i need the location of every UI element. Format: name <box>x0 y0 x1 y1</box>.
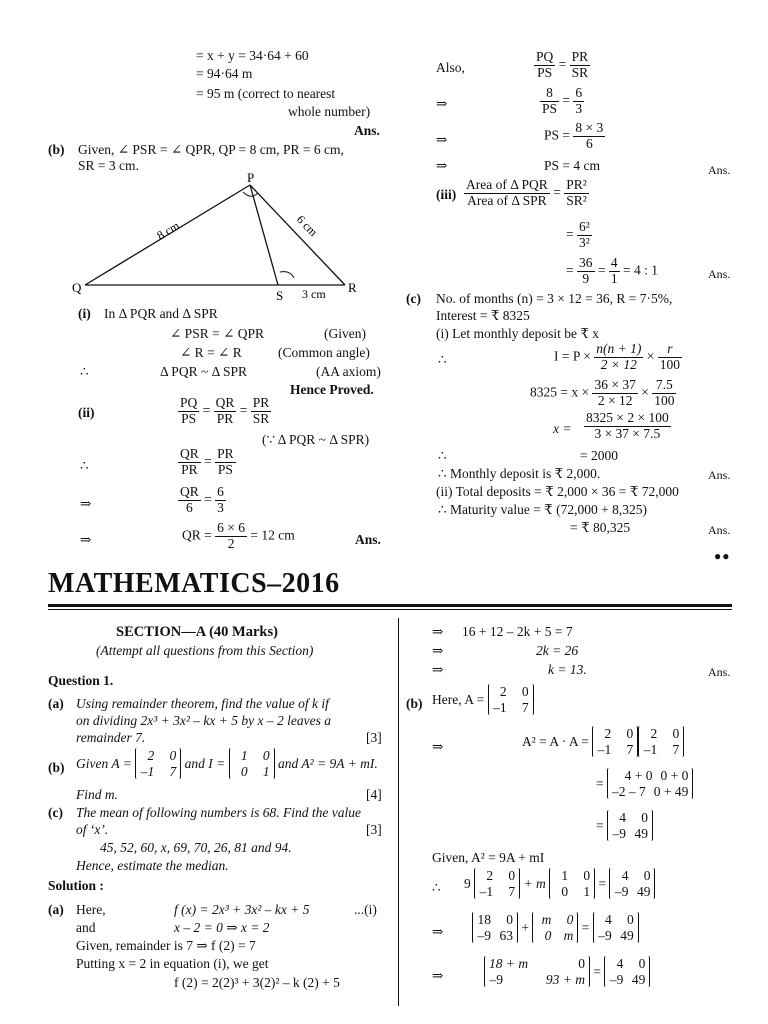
sol-a-putting: Putting x = 2 in equation (i), we get <box>76 956 269 971</box>
therefore-symbol: ∴ <box>80 364 89 379</box>
implies-r3: ⇒ <box>436 158 448 173</box>
label-qp: 8 cm <box>154 218 182 243</box>
also-ratio: $\frac{PQ}{PS}$ = $\frac{PR}{SR}$ <box>536 49 589 80</box>
q-a-text-2: on dividing 2x³ + 3x² – kx + 5 by x – 2 leaves a <box>76 713 331 728</box>
sol-b-here: Here, A = 2 0 –1 7 <box>432 684 534 715</box>
section-instruction: (Attempt all questions from this Section) <box>96 643 314 658</box>
hence-proved: Hence Proved. <box>290 382 374 397</box>
sol-a-given: Given, remainder is 7 ⇒ f (2) = 7 <box>76 938 256 953</box>
q-a-text-1: Using remainder theorem, find the value of k if <box>76 696 329 711</box>
area-step-2: = $\frac{\text{6²}}{\text{3²}}$ <box>566 219 590 250</box>
implies-b1: ⇒ <box>432 624 444 639</box>
sol-b-label: (b) <box>406 696 423 711</box>
page-heading: MATHEMATICS–2016 <box>48 568 340 599</box>
part-c-i: (i) Let monthly deposit be ₹ x <box>436 326 600 341</box>
q-c-text-2: of ‘x’. <box>76 822 109 837</box>
reason-3: (AA axiom) <box>316 364 381 379</box>
ratio-eq-1: $\frac{PQ}{PS}$ = $\frac{QR}{PR}$ = $\frac{PR}{SR}$ <box>180 395 270 426</box>
therefore-symbol-2: ∴ <box>80 458 89 473</box>
eq-combined: 18 + m 0 –9 93 + m = 4 0 –9 49 <box>484 956 650 987</box>
implies-r2: ⇒ <box>436 132 448 147</box>
eq-line-3: = 95 m (correct to nearest <box>196 86 336 101</box>
k-eq-1: 16 + 12 – 2k + 5 = 7 <box>462 624 573 639</box>
vertex-p: P <box>247 170 255 185</box>
end-mark: ●● <box>714 549 731 563</box>
heading-rule-thick <box>48 604 732 607</box>
q-b-label: (b) <box>48 760 65 775</box>
label-pr: 6 cm <box>293 212 321 240</box>
marks-3b: [3] <box>366 822 382 837</box>
therefore-r1: ∴ <box>438 352 447 367</box>
eq-line-2: = 94·64 m <box>196 66 253 81</box>
q-c-hence: Hence, estimate the median. <box>76 858 229 873</box>
interest-substitution: 8325 = x × $\frac{36 \times 37}{2 \times 12}$ × $\frac{7.5}{100}$ <box>530 377 675 408</box>
implies-2: ⇒ <box>80 532 92 547</box>
k-eq-3: k = 13. <box>548 662 587 677</box>
reason-4: (∵ Δ PQR ~ Δ SPR) <box>262 432 370 447</box>
q-b-find: Find m. <box>76 787 118 802</box>
solution-title: Solution : <box>48 878 104 893</box>
marks-3: [3] <box>366 730 382 745</box>
column-divider <box>398 618 399 1006</box>
area-step-3: = $\frac{36}{9}$ = $\frac{4}{1}$ = 4 : 1 <box>566 255 658 286</box>
part-c-text: No. of months (n) = 3 × 12 = 36, R = 7·5%, <box>436 291 673 306</box>
answer-mark-2: Ans. <box>355 532 381 547</box>
q-a-label: (a) <box>48 696 64 711</box>
step-2: ∠ R = ∠ R <box>180 345 242 360</box>
therefore-b1: ∴ <box>432 880 441 895</box>
ratio-eq-3: $\frac{QR}{6}$ = $\frac{6}{3}$ <box>180 484 224 515</box>
ratio-eq-2: $\frac{QR}{PR}$ = $\frac{PR}{PS}$ <box>180 446 234 477</box>
sol-a-x2: x – 2 = 0 ⇒ x = 2 <box>174 920 270 935</box>
therefore-r2: ∴ <box>438 448 447 463</box>
ratio-8-ps: $\frac{8}{PS}$ = $\frac{6}{3}$ <box>542 85 583 116</box>
a-squared-sum: = 4 + 0 0 + 0 –2 – 7 0 + 49 <box>596 768 693 799</box>
sol-a-fx: f (x) = 2x³ + 3x² – kx + 5 <box>174 902 310 917</box>
answer-mark-r2: Ans. <box>708 267 731 281</box>
vertex-r: R <box>348 280 357 295</box>
part-b-given: Given, ∠ PSR = ∠ QPR, QP = 8 cm, PR = 6 cm, <box>78 142 344 157</box>
answer-mark-r1: Ans. <box>708 163 731 177</box>
q-c-label: (c) <box>48 805 63 820</box>
label-sr: 3 cm <box>302 287 326 301</box>
sol-a-f2: f (2) = 2(2)³ + 3(2)² – k (2) + 5 <box>174 975 340 990</box>
maturity-result: = ₹ 80,325 <box>570 520 631 535</box>
part-c-label: (c) <box>406 291 421 306</box>
triangle-figure <box>70 170 370 305</box>
part-b-given-2: SR = 3 cm. <box>78 158 139 173</box>
implies-b3: ⇒ <box>432 662 444 677</box>
vertex-q: Q <box>72 280 82 295</box>
reason-1: (Given) <box>324 326 366 341</box>
answer-mark-r3: Ans. <box>708 468 731 482</box>
q-c-text-1: The mean of following numbers is 68. Find the value <box>76 805 361 820</box>
ps-fraction: PS = $\frac{8 \times 3}{6}$ <box>544 120 604 151</box>
eq-expanded: 18 0 –9 63 + m 0 0 m = 4 0 –9 49 <box>472 912 639 943</box>
sol-a-label: (a) <box>48 902 64 917</box>
sol-a-and: and <box>76 920 96 935</box>
marks-4: [4] <box>366 787 382 802</box>
k-eq-2: 2k = 26 <box>536 643 579 658</box>
section-title: SECTION—A (40 Marks) <box>116 624 278 640</box>
qr-result: QR = $\frac{6 \times 6}{2}$ = 12 cm <box>182 520 295 551</box>
vertex-s: S <box>276 288 284 303</box>
eq-9a-mi: 9 2 0 –1 7 + m 1 0 0 1 = 4 0 –9 49 <box>464 868 655 899</box>
matrix-a: 2 0 –1 7 <box>135 748 181 779</box>
eq-line-4: whole number) <box>288 104 371 119</box>
answer-mark: Ans. <box>354 123 380 138</box>
implies-1: ⇒ <box>80 496 92 511</box>
reason-2: (Common angle) <box>278 345 370 360</box>
ps-value: PS = 4 cm <box>544 158 600 173</box>
answer-mark-r4: Ans. <box>708 523 731 537</box>
implies-r1: ⇒ <box>436 96 448 111</box>
implies-b4: ⇒ <box>432 739 444 754</box>
part-c-interest: Interest = ₹ 8325 <box>436 308 530 323</box>
part-iii-label: (iii) <box>436 187 457 202</box>
question-title: Question 1. <box>48 673 114 688</box>
interest-formula: I = P × $\frac{n(n + 1)}{2 \times 12}$ × $\frac{r}{100}$ <box>554 341 680 372</box>
maturity-value: ∴ Maturity value = ₹ (72,000 + 8,325) <box>438 502 647 517</box>
given-a2: Given, A² = 9A + mI <box>432 850 545 865</box>
sol-a-here: Here, <box>76 902 106 917</box>
x-eq: x = <box>553 421 572 436</box>
step-3: Δ PQR ~ Δ SPR <box>160 364 247 379</box>
q-b-text: Given A = 2 0 –1 7 and I = 1 0 0 1 and A² = 9A + mI. <box>76 748 378 779</box>
x-fraction: $\frac{8325 \times 2 \times 100}{3 \times 37 \times 7.5}$ <box>586 410 669 441</box>
x-value: = 2000 <box>580 448 618 463</box>
monthly-deposit: ∴ Monthly deposit is ₹ 2,000. <box>438 466 601 481</box>
part-i-label: (i) <box>78 306 91 321</box>
part-b-label: (b) <box>48 142 65 157</box>
heading-rule-thin <box>48 609 732 610</box>
eq-line-1: = x + y = 34·64 + 60 <box>196 48 309 63</box>
part-ii-label: (ii) <box>78 405 95 420</box>
q-a-text-3: remainder 7. <box>76 730 146 745</box>
q-c-numbers: 45, 52, 60, x, 69, 70, 26, 81 and 94. <box>100 840 292 855</box>
a-squared-result: = 4 0 –9 49 <box>596 810 653 841</box>
step-1: ∠ PSR = ∠ QPR <box>170 326 265 341</box>
answer-mark-b1: Ans. <box>708 665 731 679</box>
implies-b6: ⇒ <box>432 968 444 983</box>
sol-a-eq-ref: ...(i) <box>354 902 377 917</box>
a-squared: A² = A · A = 2 0 –1 7 2 0 –1 7 <box>522 726 684 757</box>
part-i-text: In Δ PQR and Δ SPR <box>104 306 218 321</box>
matrix-i: 1 0 0 1 <box>229 748 275 779</box>
implies-b5: ⇒ <box>432 924 444 939</box>
implies-b2: ⇒ <box>432 643 444 658</box>
total-deposits: (ii) Total deposits = ₹ 2,000 × 36 = ₹ 72,000 <box>436 484 679 499</box>
also-label: Also, <box>436 60 465 75</box>
area-ratio: $\frac{\text{Area of Δ PQR}}{\text{Area of Δ SPR}}$ = $\frac{\text{PR²}}{\text{SR²}}$ <box>466 177 587 208</box>
